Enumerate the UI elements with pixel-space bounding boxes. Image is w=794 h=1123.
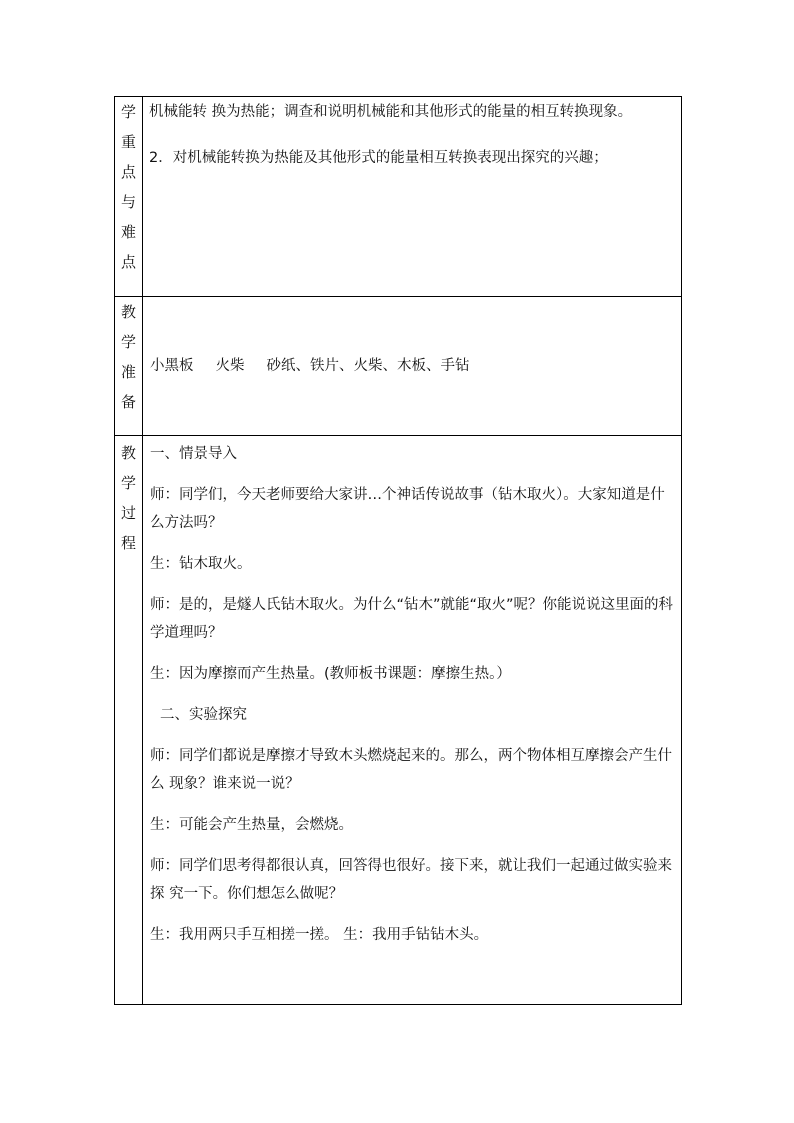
lesson-plan-table	[114, 96, 682, 1005]
row-teaching-preparation	[115, 297, 682, 436]
focus-line: 2．对机械能转换为热能及其他形式的能量相互转换表现出探究的兴趣；	[149, 150, 608, 166]
label-char: 备	[120, 393, 136, 411]
row-teaching-process	[115, 436, 682, 1005]
label-teaching-process	[115, 436, 143, 1005]
label-char: 重	[120, 133, 136, 151]
material-item: 小黑板	[150, 358, 194, 374]
dialogue-paragraph: 生：钻木取火。	[150, 556, 252, 572]
focus-line: 机械能转 换为热能；调查和说明机械能和其他形式的能量的相互转换现象。	[149, 104, 633, 120]
label-char: 过	[120, 504, 136, 522]
row-key-difficult-points	[115, 97, 682, 297]
label-char: 程	[120, 534, 136, 552]
content-key-difficult-points	[143, 97, 682, 297]
dialogue-paragraph: 生：我用两只手互相搓一搓。 生：我用手钻钻木头。	[150, 927, 489, 943]
label-char: 教	[120, 444, 136, 462]
content-teaching-preparation	[143, 297, 682, 436]
label-char: 学	[120, 333, 136, 351]
material-item: 火柴	[215, 358, 245, 374]
dialogue-paragraph: 师：同学们，今天老师要给大家讲…个神话传说故事（钻木取火）。大家知道是什么方法吗？	[150, 487, 665, 531]
section-heading: 二、实验探究	[160, 707, 247, 723]
label-char: 准	[120, 363, 136, 381]
dialogue-paragraph: 师：是的，是燧人氏钻木取火。为什么“钻木”就能“取火”呢？你能说说这里面的科学道理吗？	[150, 597, 674, 641]
label-key-difficult-points	[115, 97, 143, 297]
dialogue-paragraph: 师：同学们都说是摩擦才导致木头燃烧起来的。那么，两个物体相互摩擦会产生什么 现象？谁来说一说？	[150, 748, 672, 792]
content-teaching-process	[143, 436, 682, 1005]
materials-list	[150, 353, 677, 379]
label-char: 学	[120, 103, 136, 121]
dialogue-paragraph: 生：可能会产生热量，会燃烧。	[150, 817, 353, 833]
label-char: 与	[120, 193, 136, 211]
label-char: 教	[120, 303, 136, 321]
dialogue-paragraph: 师：同学们思考得都很认真，回答得也很好。接下来，就让我们一起通过做实验来探 究一下。你们想怎么做呢？	[150, 858, 672, 902]
label-char: 难	[120, 223, 136, 241]
section-heading: 一、情景导入	[150, 446, 237, 462]
label-char: 点	[120, 163, 136, 181]
label-teaching-preparation	[115, 297, 143, 436]
label-char: 学	[120, 474, 136, 492]
label-char: 点	[120, 253, 136, 271]
dialogue-paragraph: 生：因为摩擦而产生热量。(教师板书课题：摩擦生热。）	[150, 666, 511, 682]
material-item: 砂纸、铁片、火柴、木板、手钻	[266, 358, 470, 374]
